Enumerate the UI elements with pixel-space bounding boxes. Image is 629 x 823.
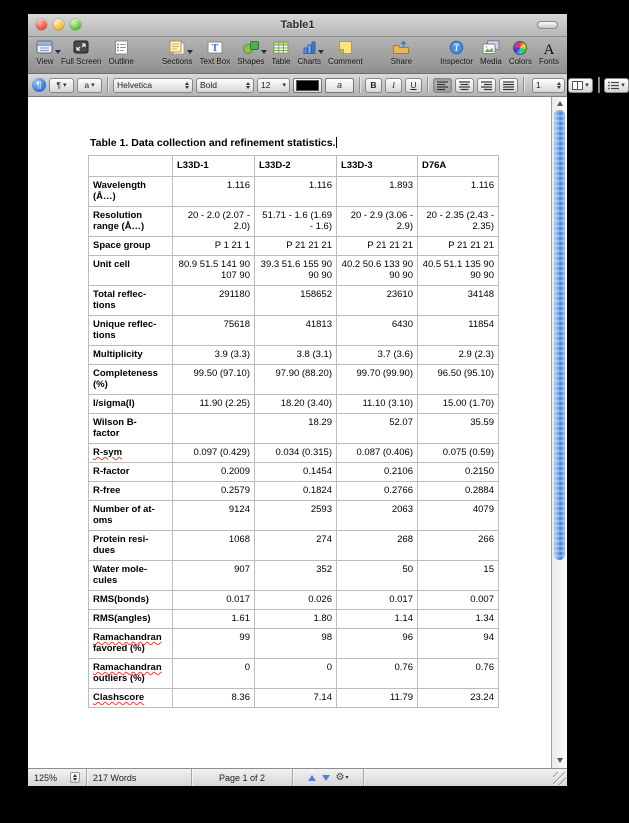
table-row [89,365,499,395]
close-button[interactable] [36,19,47,30]
list-icon [608,81,619,90]
table-cell[interactable]: 0.2766 [337,482,418,501]
toolbar-table-button[interactable] [271,39,290,66]
highlight-color-well[interactable] [325,78,354,93]
table-cell[interactable]: 0.2884 [418,482,499,501]
table-row [89,463,499,482]
toolbar-item-label: View [36,57,54,66]
zoom-level: 125% [34,772,58,783]
toolbar-item-label: Inspector [440,57,474,66]
resize-grip[interactable] [553,772,566,785]
table-cell[interactable]: P 21 21 21 [418,237,499,256]
align-right-button[interactable] [477,78,496,93]
table-cell[interactable]: 0.2106 [337,463,418,482]
columns-dropdown[interactable] [568,78,593,93]
table-cell[interactable]: 52.07 [337,414,418,444]
table-cell[interactable]: 1.80 [255,610,337,629]
list-style-dropdown[interactable] [604,78,629,93]
toolbar-inspector-button[interactable] [440,39,473,66]
table-cell[interactable]: 1.116 [418,177,499,207]
table-row [89,346,499,365]
stats-table [88,155,499,708]
page-indicator-segment [192,769,293,786]
toolbar-shapes-button[interactable] [237,39,264,66]
table-cell[interactable]: 23610 [337,286,418,316]
full-screen-icon [73,39,89,56]
table-cell[interactable]: 11.10 (3.10) [337,395,418,414]
row-label-cell[interactable]: Completeness (%) [89,365,173,395]
table-cell[interactable]: 35.59 [418,414,499,444]
table-row [89,689,499,708]
inspector-icon [449,39,464,56]
toolbar-toggle-button[interactable] [537,21,558,29]
document-canvas[interactable] [28,97,551,768]
table-cell[interactable]: 7.14 [255,689,337,708]
table-cell[interactable]: 0.2150 [418,463,499,482]
table-cell[interactable]: 11854 [418,316,499,346]
align-center-button[interactable] [455,78,474,93]
row-label-cell[interactable]: Number of at- oms [89,501,173,531]
table-cell[interactable]: 0 [255,659,337,689]
table-cell[interactable]: 1.34 [418,610,499,629]
scroll-up-button[interactable] [552,97,567,109]
toolbar-outline-button[interactable] [108,39,133,66]
italic-button[interactable]: I [385,78,402,93]
table-cell[interactable]: 39.3 51.6 155 90 90 90 [255,256,337,286]
chevron-down-icon: ▾ [585,82,589,89]
table-cell[interactable]: 15 [418,561,499,591]
table-cell[interactable]: 50 [337,561,418,591]
table-cell[interactable]: 0.007 [418,591,499,610]
toolbar-item-label: Table [271,57,291,66]
table-cell[interactable]: 266 [418,531,499,561]
chevron-down-icon: ▾ [621,82,625,89]
column-header[interactable]: L33D-3 [337,156,418,177]
table-cell[interactable]: 41813 [255,316,337,346]
table-cell[interactable]: 0.097 (0.429) [173,444,255,463]
svg-text:T: T [211,43,219,54]
align-center-icon [459,81,470,90]
table-row [89,395,499,414]
toolbar-view-button[interactable] [36,39,54,66]
table-cell[interactable]: 34148 [418,286,499,316]
table-cell[interactable]: 18.20 (3.40) [255,395,337,414]
table-cell[interactable]: 291180 [173,286,255,316]
table-cell[interactable]: 0.76 [418,659,499,689]
row-label-cell[interactable]: Wavelength (Å…) [89,177,173,207]
bold-button[interactable]: B [365,78,382,93]
table-cell[interactable]: 18.29 [255,414,337,444]
align-left-button[interactable] [433,78,452,93]
table-cell[interactable]: 0.76 [337,659,418,689]
shapes-icon [242,39,260,56]
colors-icon [513,39,527,56]
separator [598,77,599,93]
table-row [89,256,499,286]
chevron-down-icon [261,50,267,54]
fonts-icon [543,39,555,56]
zoom-control[interactable] [28,769,87,786]
svg-text:i: i [455,43,458,54]
table-cell[interactable]: 0.017 [337,591,418,610]
table-cell[interactable]: 0 [173,659,255,689]
table-cell[interactable]: 94 [418,629,499,659]
underline-button[interactable]: U [405,78,422,93]
table-cell[interactable]: 2063 [337,501,418,531]
table-cell[interactable]: 40.2 50.6 133 90 90 90 [337,256,418,286]
row-label-cell[interactable]: Ramachandran favored (%) [89,629,173,659]
table-cell[interactable]: 51.71 - 1.6 (1.69 - 1.6) [255,207,337,237]
table-row [89,444,499,463]
text-box-icon [207,39,223,56]
share-icon [392,39,410,56]
table-cell[interactable]: 158652 [255,286,337,316]
columns-icon [572,81,583,90]
row-label-cell[interactable]: Resolution range (Å…) [89,207,173,237]
zoom-stepper[interactable] [70,772,80,783]
table-row [89,501,499,531]
table-row [89,531,499,561]
table-row [89,414,499,444]
page-indicator: Page 1 of 2 [218,772,266,783]
table-cell[interactable]: 0.017 [173,591,255,610]
separator [107,77,108,93]
font-style-select[interactable]: Bold [196,78,254,93]
chevron-down-icon: ▾ [91,82,95,89]
svg-text:A: A [543,41,555,58]
toolbar-colors-button[interactable] [509,39,532,66]
paragraph-style-dropdown[interactable]: ¶ ▾ [49,78,74,93]
separator [523,77,524,93]
previous-page-button[interactable] [308,775,316,781]
separator [427,77,428,93]
table-cell[interactable]: 75618 [173,316,255,346]
toolbar [28,37,567,74]
table-cell[interactable]: 4079 [418,501,499,531]
table-cell[interactable]: P 1 21 1 [173,237,255,256]
toolbar-fonts-button[interactable] [539,39,559,66]
toolbar-item-label: Outline [108,57,134,66]
table-cell[interactable]: 2.9 (2.3) [418,346,499,365]
style-inspector-button[interactable] [32,78,46,92]
toolbar-text-box-button[interactable] [200,39,231,66]
column-header[interactable]: L33D-1 [173,156,255,177]
row-label-cell[interactable]: Unit cell [89,256,173,286]
table-cell[interactable]: 97.90 (88.20) [255,365,337,395]
chevron-down-icon [55,50,61,54]
table-row [89,482,499,501]
table-cell[interactable]: 3.8 (3.1) [255,346,337,365]
toolbar-item-label: Full Screen [61,57,102,66]
color-swatch [296,80,319,91]
row-label-cell[interactable]: Unique reflec- tions [89,316,173,346]
word-count-segment [87,769,192,786]
row-label-cell[interactable]: Total reflec- tions [89,286,173,316]
toolbar-item-label: Share [390,57,413,66]
next-page-button[interactable] [322,775,330,781]
table-cell[interactable]: 96.50 (95.10) [418,365,499,395]
table-row [89,237,499,256]
row-label-cell[interactable]: R-factor [89,463,173,482]
toolbar-item-label: Media [480,57,502,66]
table-cell[interactable]: 1.61 [173,610,255,629]
table-row [89,610,499,629]
row-label-cell[interactable]: Wilson B- factor [89,414,173,444]
media-icon [482,39,500,56]
table-cell[interactable]: 2593 [255,501,337,531]
status-bar [28,768,567,786]
toolbar-media-button[interactable] [480,39,502,66]
table-cell[interactable]: 0.2009 [173,463,255,482]
table-cell[interactable]: 15.00 (1.70) [418,395,499,414]
row-label-cell[interactable]: Space group [89,237,173,256]
table-cell[interactable]: P 21 21 21 [337,237,418,256]
row-label-cell[interactable]: Multiplicity [89,346,173,365]
table-cell[interactable]: 0.1824 [255,482,337,501]
table-row [89,629,499,659]
table-cell[interactable]: 11.90 (2.25) [173,395,255,414]
font-family-select[interactable]: Helvetica [113,78,193,93]
toolbar-charts-button[interactable] [297,39,321,66]
table-cell[interactable]: 20 - 2.35 (2.43 - 2.35) [418,207,499,237]
table-cell[interactable]: 1.14 [337,610,418,629]
table-cell[interactable]: 1068 [173,531,255,561]
table-row [89,561,499,591]
chevron-down-icon: ▾ [63,82,67,89]
table-cell[interactable]: 99.50 (97.10) [173,365,255,395]
toolbar-item-label: Fonts [538,57,559,66]
chevron-down-icon [318,50,324,54]
toolbar-item-label: Colors [508,57,532,66]
table-cell[interactable]: 6430 [337,316,418,346]
stepper-icon [185,82,189,89]
row-label-cell[interactable]: R-free [89,482,173,501]
row-label-cell[interactable]: R-sym [89,444,173,463]
table-row [89,659,499,689]
table-caption[interactable]: Table 1. Data collection and refinement statistics. [90,137,336,149]
table-cell[interactable]: 268 [337,531,418,561]
toolbar-item-label: Text Box [199,57,231,66]
table-cell[interactable]: 20 - 2.9 (3.06 - 2.9) [337,207,418,237]
column-header[interactable]: L33D-2 [255,156,337,177]
character-style-dropdown[interactable]: a ▾ [77,78,102,93]
word-count: 217 Words [93,772,137,783]
chevron-down-icon: ▾ [345,774,349,781]
charts-icon [301,39,317,56]
table-row [89,286,499,316]
text-color-well[interactable] [293,78,322,93]
pages-window [28,14,625,786]
align-right-icon [481,81,492,90]
toolbar-full-screen-button[interactable] [61,39,101,66]
table-cell[interactable]: 80.9 51.5 141 90 107 90 [173,256,255,286]
toolbar-item-label: Sections [161,57,193,66]
scroll-down-button[interactable] [552,754,567,766]
comment-icon [338,39,353,56]
table-cell[interactable]: 98 [255,629,337,659]
window-title: Table1 [280,19,315,31]
chevron-down-icon [187,50,193,54]
page-navigation [293,769,364,786]
titlebar[interactable] [28,14,567,37]
sections-icon [168,39,186,56]
gear-menu-button[interactable]: ⚙ ▾ [335,771,349,783]
chevron-down-icon: ▾ [282,82,286,89]
table-cell[interactable]: 1.116 [173,177,255,207]
table-cell[interactable]: 3.9 (3.3) [173,346,255,365]
stepper-icon [246,82,250,89]
window-controls [36,19,81,30]
table-corner-cell[interactable] [89,156,173,177]
stats-table-body [89,177,499,708]
row-label-cell[interactable]: Clashscore [89,689,173,708]
table-cell[interactable]: 0.026 [255,591,337,610]
table-cell[interactable] [173,414,255,444]
view-icon [36,39,54,56]
table-header-row [89,156,499,177]
table-cell[interactable]: 907 [173,561,255,591]
table-cell[interactable]: 99.70 (99.90) [337,365,418,395]
row-label-cell[interactable]: Ramachandran outliers (%) [89,659,173,689]
table-cell[interactable]: 1.116 [255,177,337,207]
table-cell[interactable]: P 21 21 21 [255,237,337,256]
align-justify-button[interactable] [499,78,518,93]
maximize-button[interactable] [70,19,81,30]
table-cell[interactable]: 0.034 (0.315) [255,444,337,463]
stepper-icon [557,82,561,89]
row-label-cell[interactable]: I/sigma(I) [89,395,173,414]
table-cell[interactable]: 3.7 (3.6) [337,346,418,365]
row-label-cell[interactable]: Protein resi- dues [89,531,173,561]
outline-icon [114,39,129,56]
table-cell[interactable]: 96 [337,629,418,659]
table-cell[interactable]: 40.5 51.1 135 90 90 90 [418,256,499,286]
table-row [89,177,499,207]
toolbar-share-button[interactable] [391,39,412,66]
row-label-cell[interactable]: RMS(bonds) [89,591,173,610]
toolbar-item-label: Comment [328,57,363,66]
toolbar-item-label: Charts [297,57,322,66]
scrollbar-thumb[interactable] [554,110,565,560]
table-cell[interactable]: 0.2579 [173,482,255,501]
up-arrow-icon [557,101,563,106]
toolbar-sections-button[interactable] [162,39,193,66]
pilcrow-icon: ¶ [36,80,42,90]
align-left-icon [437,81,448,90]
table-cell[interactable]: 23.24 [418,689,499,708]
toolbar-item-label: Shapes [237,57,265,66]
separator [359,77,360,93]
row-label-cell[interactable]: Water mole- cules [89,561,173,591]
table-cell[interactable]: 0.075 (0.59) [418,444,499,463]
table-cell[interactable]: 0.1454 [255,463,337,482]
align-justify-icon [503,81,514,90]
minimize-button[interactable] [53,19,64,30]
table-cell[interactable]: 20 - 2.0 (2.07 - 2.0) [173,207,255,237]
table-cell[interactable]: 274 [255,531,337,561]
line-spacing-select[interactable]: 1 [532,78,565,93]
font-size-select[interactable]: 12 ▾ [257,78,290,93]
table-icon [273,39,289,56]
table-cell[interactable]: 0.087 (0.406) [337,444,418,463]
content-area [28,97,567,768]
vertical-scrollbar[interactable] [551,97,567,768]
toolbar-comment-button[interactable] [328,39,363,66]
table-cell[interactable]: 352 [255,561,337,591]
column-header[interactable]: D76A [418,156,499,177]
text-cursor [336,137,337,148]
table-cell[interactable]: 8.36 [173,689,255,708]
down-arrow-icon [557,758,563,763]
table-cell[interactable]: 99 [173,629,255,659]
row-label-cell[interactable]: RMS(angles) [89,610,173,629]
table-row [89,591,499,610]
format-bar [28,74,625,97]
table-cell[interactable]: 9124 [173,501,255,531]
table-cell[interactable]: 11.79 [337,689,418,708]
table-cell[interactable]: 1.893 [337,177,418,207]
table-row [89,316,499,346]
highlight-a-icon: a [336,80,342,90]
table-row [89,207,499,237]
